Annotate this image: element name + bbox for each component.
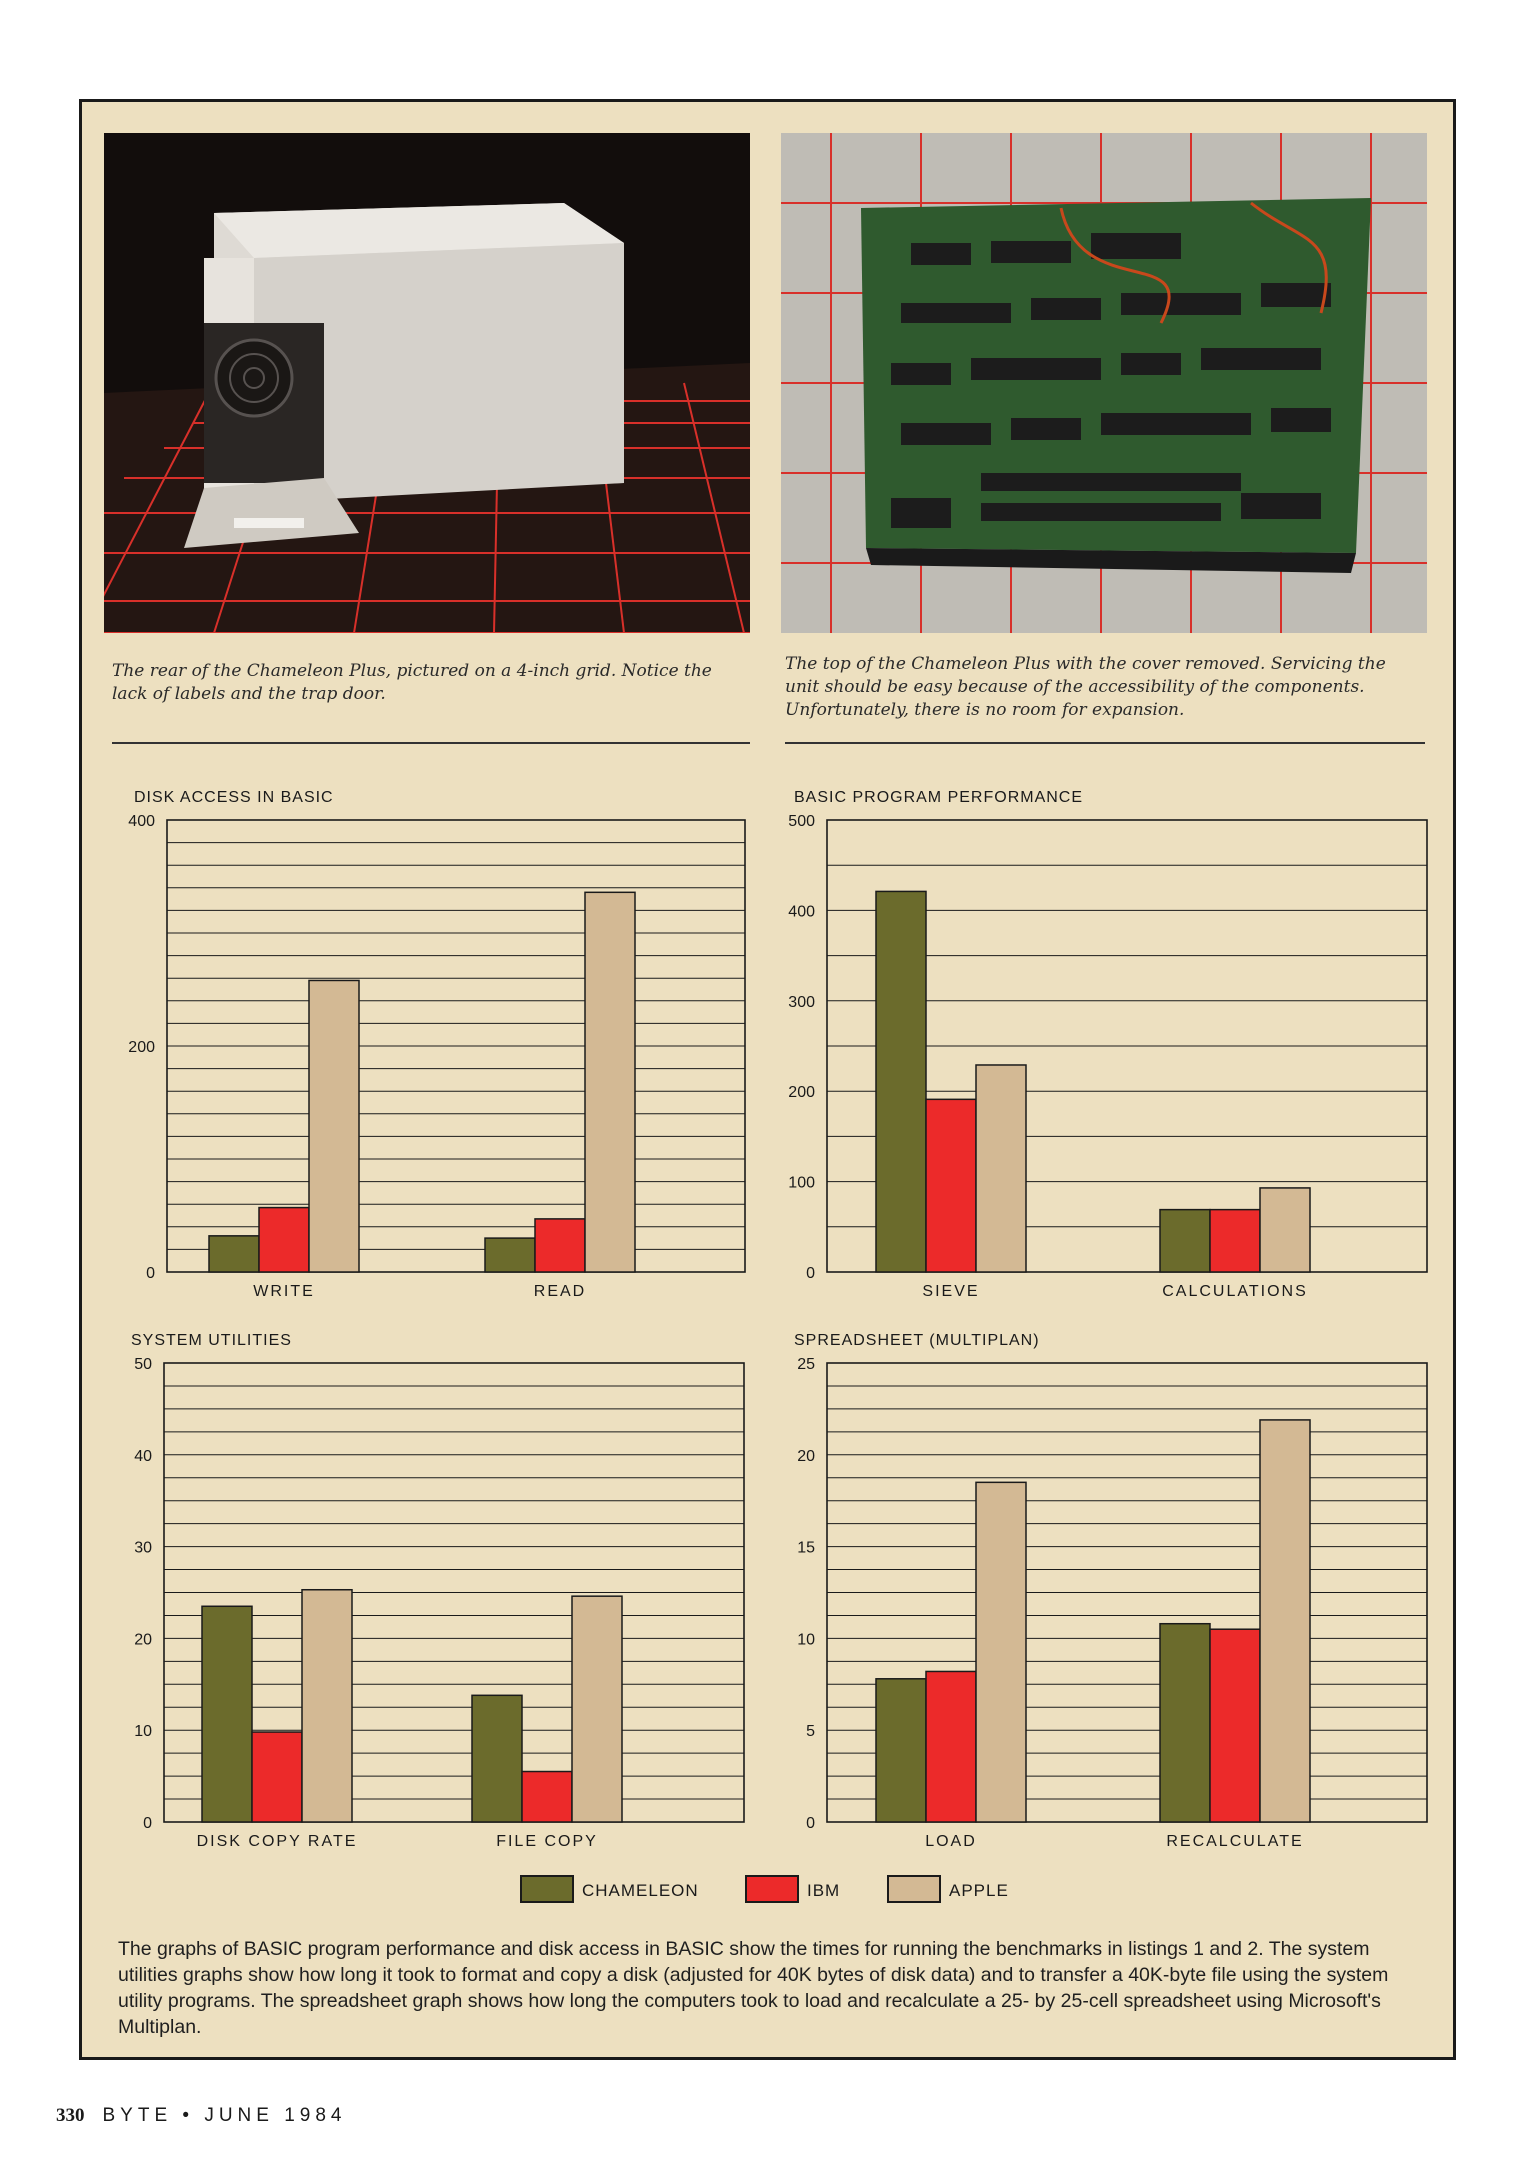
- y-tick-label: 25: [797, 1356, 815, 1373]
- y-tick-label: 0: [806, 1815, 815, 1832]
- y-tick-label: 15: [797, 1539, 815, 1557]
- bar-chameleon-sieve: [876, 891, 926, 1272]
- board-photo-image: [781, 133, 1427, 633]
- chart-spreadsheet: [775, 1330, 1435, 1860]
- bar-apple-load: [976, 1482, 1026, 1822]
- bar-apple-read: [585, 892, 635, 1272]
- x-category-label: FILE COPY: [496, 1833, 598, 1850]
- y-tick-label: 400: [128, 813, 155, 830]
- y-tick-label: 20: [134, 1631, 152, 1649]
- board-photo-caption: The top of the Chameleon Plus with the cover removed. Servicing the unit should be easy because of the accessibility of the components. Unfortunately, there is no room for expansion.: [785, 654, 1386, 720]
- bar-apple-disk-copy-rate: [302, 1590, 352, 1822]
- y-tick-label: 40: [134, 1447, 152, 1465]
- bar-chameleon-read: [485, 1238, 535, 1272]
- rear-photo-image: [104, 133, 750, 633]
- bar-ibm-load: [926, 1671, 976, 1822]
- y-tick-label: 0: [146, 1265, 155, 1282]
- x-category-label: WRITE: [253, 1283, 315, 1300]
- plot-area: [827, 820, 1427, 1272]
- x-category-label: READ: [533, 1283, 587, 1300]
- legend-label-chameleon: CHAMELEON: [582, 1881, 699, 1900]
- bar-apple-sieve: [976, 1065, 1026, 1272]
- y-tick-label: 0: [806, 1265, 815, 1282]
- chart-title: SPREADSHEET (MULTIPLAN): [794, 1332, 1040, 1349]
- legend-swatch-ibm: [745, 1875, 799, 1903]
- y-tick-label: 500: [788, 813, 815, 830]
- bar-apple-recalculate: [1260, 1420, 1310, 1822]
- bar-ibm-calculations: [1210, 1210, 1260, 1272]
- y-tick-label: 200: [788, 1084, 815, 1102]
- bar-chameleon-write: [209, 1236, 259, 1272]
- plot-area: [827, 1363, 1427, 1822]
- bar-ibm-write: [259, 1208, 309, 1272]
- bar-ibm-disk-copy-rate: [252, 1732, 302, 1822]
- chart-title: BASIC PROGRAM PERFORMANCE: [794, 789, 1084, 806]
- rear-photo-caption: The rear of the Chameleon Plus, pictured on a 4-inch grid. Notice the lack of labels and the trap door.: [112, 661, 712, 704]
- bar-apple-calculations: [1260, 1188, 1310, 1272]
- bar-chameleon-file-copy: [472, 1695, 522, 1822]
- chart-legend: [520, 1875, 1040, 1911]
- x-category-label: DISK COPY RATE: [196, 1833, 358, 1850]
- x-category-label: LOAD: [925, 1833, 977, 1850]
- page-number: 330: [56, 2105, 85, 2126]
- y-tick-label: 5: [806, 1723, 815, 1741]
- magazine-issue: BYTE • JUNE 1984: [102, 2105, 347, 2126]
- page-footer: [56, 2105, 347, 2127]
- graphs-caption: The graphs of BASIC program performance and disk access in BASIC show the times for running the benchmarks in listings 1 and 2. The system utilities graphs show how long it took to format and copy a disk (adjusted for 40K bytes of disk data) and to transfer a 40K-byte file using the system utility programs. The spreadsheet graph shows how long the computers took to load and recalculate a 25- by 25-cell spreadsheet using Microsoft's Multiplan.: [118, 1938, 1389, 2038]
- y-tick-label: 20: [797, 1447, 815, 1465]
- x-category-label: RECALCULATE: [1166, 1833, 1304, 1850]
- legend-swatch-chameleon: [520, 1875, 574, 1903]
- bar-chameleon-load: [876, 1679, 926, 1822]
- caption-rule-left: [112, 742, 750, 744]
- legend-swatch-apple: [887, 1875, 941, 1903]
- chart-title: SYSTEM UTILITIES: [131, 1332, 292, 1349]
- y-tick-label: 200: [128, 1039, 155, 1056]
- bar-chameleon-disk-copy-rate: [202, 1606, 252, 1822]
- y-tick-label: 10: [134, 1723, 152, 1741]
- plot-area: [164, 1363, 744, 1822]
- bar-chameleon-recalculate: [1160, 1624, 1210, 1822]
- chart-title: DISK ACCESS IN BASIC: [134, 789, 334, 806]
- bar-apple-write: [309, 980, 359, 1272]
- bar-ibm-sieve: [926, 1099, 976, 1272]
- legend-label-ibm: IBM: [807, 1881, 841, 1900]
- chart-system-utilities: [112, 1330, 752, 1860]
- y-tick-label: 300: [788, 993, 815, 1011]
- x-category-label: SIEVE: [922, 1283, 980, 1300]
- caption-rule-right: [785, 742, 1425, 744]
- chart-basic-performance: [775, 780, 1435, 1310]
- y-tick-label: 400: [788, 903, 815, 921]
- x-category-label: CALCULATIONS: [1162, 1283, 1308, 1300]
- bar-apple-file-copy: [572, 1596, 622, 1822]
- circuit-board-photo: [781, 133, 1427, 633]
- y-tick-label: 10: [797, 1631, 815, 1649]
- bar-ibm-read: [535, 1219, 585, 1272]
- chart-disk-access: [112, 780, 752, 1310]
- bar-ibm-recalculate: [1210, 1629, 1260, 1822]
- bar-ibm-file-copy: [522, 1772, 572, 1822]
- legend-label-apple: APPLE: [949, 1881, 1009, 1900]
- y-tick-label: 50: [134, 1356, 152, 1373]
- y-tick-label: 0: [143, 1815, 152, 1832]
- bar-chameleon-calculations: [1160, 1210, 1210, 1272]
- chameleon-rear-photo: [104, 133, 750, 633]
- y-tick-label: 100: [788, 1174, 815, 1192]
- y-tick-label: 30: [134, 1539, 152, 1557]
- plot-area: [167, 820, 745, 1272]
